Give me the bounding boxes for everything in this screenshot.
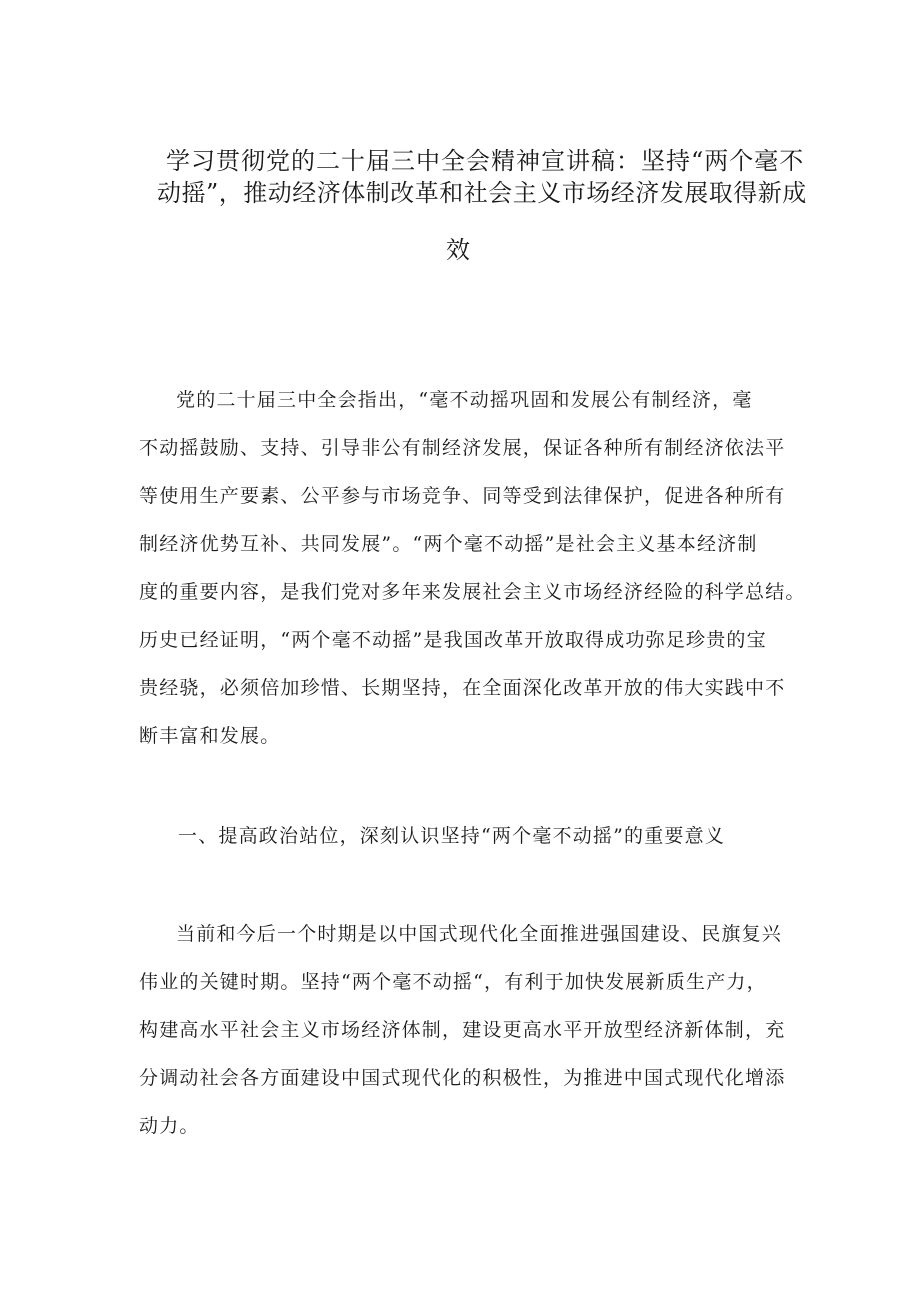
paragraph-2-line: 当前和今后一个时期是以中国式现代化全面推进强国建设、民旗复兴 <box>176 923 783 945</box>
paragraph-1-line: 等使用生产要素、公平参与市场竞争、同等受到法律保护，促进各种所有 <box>139 485 786 507</box>
paragraph-1-line: 历史已经证明，“两个毫不动摇”是我国改革开放取得成功弥足珍贵的宝 <box>139 629 767 651</box>
paragraph-1-line: 不动摇鼓励、支持、引导非公有制经济发展，保证各种所有制经济依法平 <box>139 437 786 459</box>
paragraph-1-line: 度的重要内容，是我们党对多年来发展社会主义市场经济经险的科学总结。 <box>139 581 806 603</box>
paragraph-2-line: 伟业的关键时期。坚持“两个毫不动摇“，有利于加快发展新质生产力， <box>139 971 767 993</box>
title-line-3: 效 <box>446 236 471 264</box>
section-heading: 一、提高政治站位，深刻认识坚持“两个毫不动摇”的重要意义 <box>178 825 726 847</box>
paragraph-2-line: 动力。 <box>139 1115 200 1137</box>
paragraph-1-line: 党的二十届三中全会指出，“毫不动摇巩固和发展公有制经济，毫 <box>176 389 753 411</box>
paragraph-2-line: 构建高水平社会主义市场经济体制，建设更高水平开放型经济新体制，充 <box>139 1019 786 1041</box>
title-line-1: 学习贯彻党的二十届三中全会精神宣讲稿：坚持“两个毫不 <box>166 147 805 175</box>
paragraph-1-line: 断丰富和发展。 <box>139 725 281 747</box>
paragraph-1-line: 制经济优势互补、共同发展”。“两个毫不动摇”是社会主义基本经济制 <box>139 533 758 555</box>
paragraph-2-line: 分调动社会各方面建设中国式现代化的积极性，为推进中国式现代化增添 <box>139 1067 786 1089</box>
paragraph-1-line: 贵经骁，必须倍加珍惜、长期坚持，在全面深化改革开放的伟大实践中不 <box>139 677 786 699</box>
title-line-2: 动摇”，推动经济体制改革和社会主义市场经济发展取得新成 <box>157 179 807 207</box>
